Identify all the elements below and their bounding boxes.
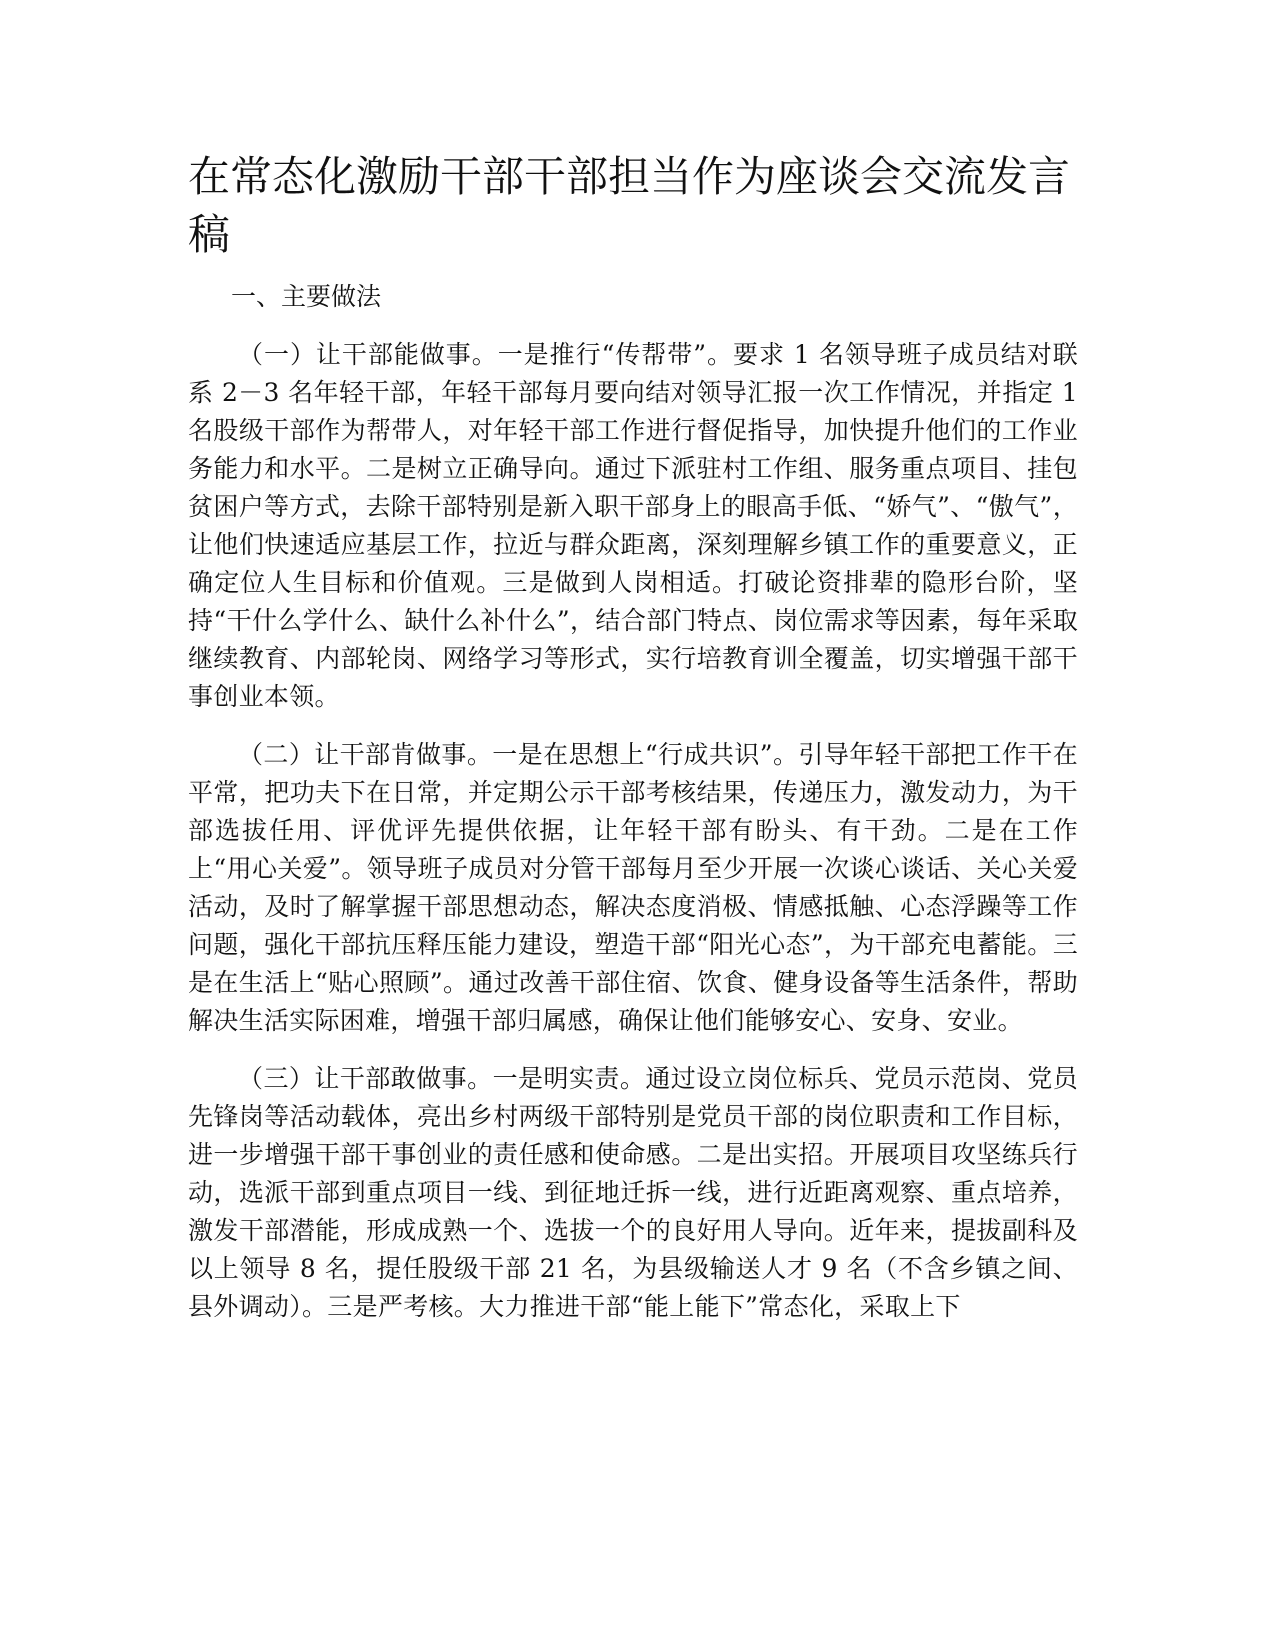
document-body bbox=[188, 278, 1078, 1346]
section-heading: 一、主要做法 bbox=[231, 282, 382, 311]
paragraph-1: （一）让干部能做事。一是推行“传帮带”。要求 1 名领导班子成员结对联系 2－3 名年轻干部，年轻干部每月要向结对领导汇报一次工作情况，并指定 1 名股级干部作为帮带人，对年轻干部工作进行督促指导，加快提升他们的工作业务能力和水平。二是树立正确导向。通过下派驻村工作组、服务重点项目、挂包贫困户等方式，去除干部特别是新入职干部身上的眼高手低、“娇气”、“傲气”，让他们快速适应基层工作，拉近与群众距离，深刻理解乡镇工作的重要意义，正确定位人生目标和价值观。三是做到人岗相适。打破论资排辈的隐形台阶，坚持“干什么学什么、缺什么补什么”，结合部门特点、岗位需求等因素，每年采取继续教育、内部轮岗、网络学习等形式，实行培教育训全覆盖，切实增强干部干事创业本领。 bbox=[188, 340, 1078, 711]
document-title: 在常态化激励干部干部担当作为座谈会交流发言稿 bbox=[188, 152, 1071, 259]
paragraph-2: （二）让干部肯做事。一是在思想上“行成共识”。引导年轻干部把工作干在平常，把功夫下在日常，并定期公示干部考核结果，传递压力，激发动力，为干部选拔任用、评优评先提供依据，让年轻干部有盼头、有干劲。二是在工作上“用心关爱”。领导班子成员对分管干部每月至少开展一次谈心谈话、关心关爱活动，及时了解掌握干部思想动态，解决态度消极、情感抵触、心态浮躁等工作问题，强化干部抗压释压能力建设，塑造干部“阳光心态”，为干部充电蓄能。三是在生活上“贴心照顾”。通过改善干部住宿、饮食、健身设备等生活条件，帮助解决生活实际困难，增强干部归属感，确保让他们能够安心、安身、安业。 bbox=[188, 740, 1078, 1035]
paragraph-3: （三）让干部敢做事。一是明实责。通过设立岗位标兵、党员示范岗、党员先锋岗等活动载体，亮出乡村两级干部特别是党员干部的岗位职责和工作目标，进一步增强干部干事创业的责任感和使命感。二是出实招。开展项目攻坚练兵行动，选派干部到重点项目一线、到征地迁拆一线，进行近距离观察、重点培养，激发干部潜能，形成成熟一个、选拔一个的良好用人导向。近年来，提拔副科及以上领导 8 名，提任股级干部 21 名，为县级输送人才 9 名（不含乡镇之间、县外调动）。三是严考核。大力推进干部“能上能下”常态化，采取上下 bbox=[188, 1064, 1078, 1321]
